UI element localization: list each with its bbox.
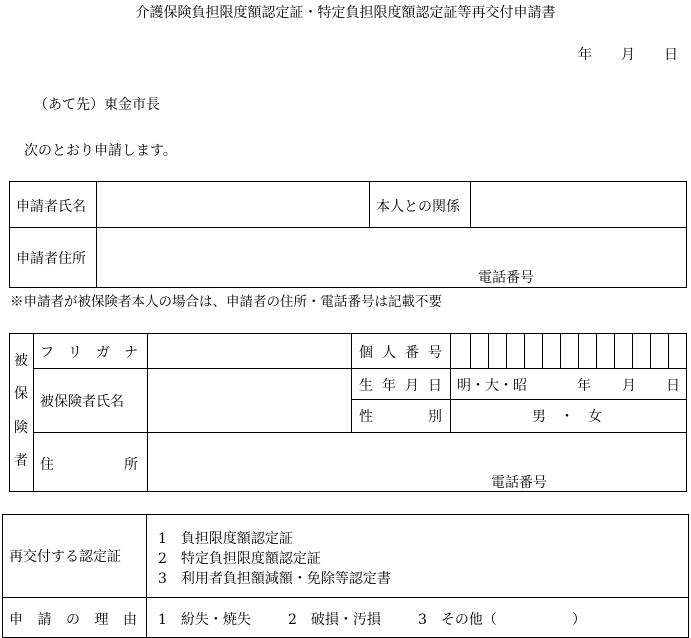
individual-number-digit-box[interactable] <box>668 334 686 368</box>
furigana-label: フ リ ガ ナ <box>40 345 138 361</box>
birth-month-label: 月 <box>622 378 636 394</box>
insured-address-field[interactable] <box>148 433 686 491</box>
era-options[interactable]: 明・大・昭 <box>457 378 527 394</box>
reason-close-paren: ） <box>572 612 586 628</box>
date-day: 日 <box>664 47 678 63</box>
birth-day-label: 日 <box>666 378 680 394</box>
applicant-phone-label: 電話番号 <box>478 270 534 286</box>
individual-number-digit-box[interactable] <box>596 334 614 368</box>
cert-item-3[interactable]: 3 利用者負担額減額・免除等認定書 <box>158 571 391 587</box>
date-year: 年 <box>578 47 592 63</box>
form-title: 介護保険負担限度額認定証・特定負担限度額認定証等再交付申請書 <box>135 5 556 21</box>
reissue-cert-label: 再交付する認定証 <box>9 549 121 565</box>
insured-name-field[interactable] <box>148 369 351 432</box>
sex-label: 性 別 <box>359 409 442 425</box>
reason-option-3[interactable]: 3 その他（ <box>418 612 497 628</box>
applicant-name-field[interactable] <box>97 182 369 227</box>
reason-other-field[interactable] <box>510 611 568 629</box>
relation-field[interactable] <box>471 182 686 227</box>
insured-phone-label: 電話番号 <box>491 475 547 491</box>
cert-item-1[interactable]: 1 負担限度額認定証 <box>158 531 293 547</box>
lead-text: 次のとおり申請します。 <box>24 143 177 159</box>
individual-number-digit-box[interactable] <box>614 334 632 368</box>
reason-option-1[interactable]: 1 紛失・焼失 <box>158 612 251 628</box>
individual-number-digit-box[interactable] <box>650 334 668 368</box>
individual-number-digit-box[interactable] <box>506 334 524 368</box>
birthdate-label: 生 年 月 日 <box>359 378 442 394</box>
applicant-name-label: 申請者氏名 <box>16 199 86 215</box>
reason-option-2[interactable]: 2 破損・汚損 <box>288 612 381 628</box>
individual-number-digit-box[interactable] <box>560 334 578 368</box>
date-month: 月 <box>621 47 635 63</box>
individual-number-label: 個 人 番 号 <box>359 345 442 361</box>
applicant-note: ※申請者が被保険者本人の場合は、申請者の住所・電話番号は記載不要 <box>10 294 442 310</box>
birth-year-label: 年 <box>577 378 591 394</box>
addressee: （あて先）東金市長 <box>34 97 160 113</box>
individual-number-digit-box[interactable] <box>542 334 560 368</box>
insured-name-label: 被保険者氏名 <box>40 394 124 410</box>
individual-number-digit-box[interactable] <box>488 334 506 368</box>
individual-number-digit-box[interactable] <box>470 334 488 368</box>
insured-group-label: 被 保 険 者 <box>14 353 28 469</box>
individual-number-digit-box[interactable] <box>578 334 596 368</box>
applicant-address-label: 申請者住所 <box>16 251 86 267</box>
furigana-field[interactable] <box>148 334 351 368</box>
reason-label: 申 請 の 理 由 <box>9 612 137 628</box>
relation-label: 本人との関係 <box>376 199 460 215</box>
individual-number-digit-box[interactable] <box>632 334 650 368</box>
applicant-address-field[interactable] <box>97 228 686 287</box>
insured-address-label: 住 所 <box>40 457 138 473</box>
individual-number-digit-box[interactable] <box>524 334 542 368</box>
sex-options[interactable]: 男 ・ 女 <box>532 409 602 425</box>
cert-item-2[interactable]: 2 特定負担限度額認定証 <box>158 551 321 567</box>
